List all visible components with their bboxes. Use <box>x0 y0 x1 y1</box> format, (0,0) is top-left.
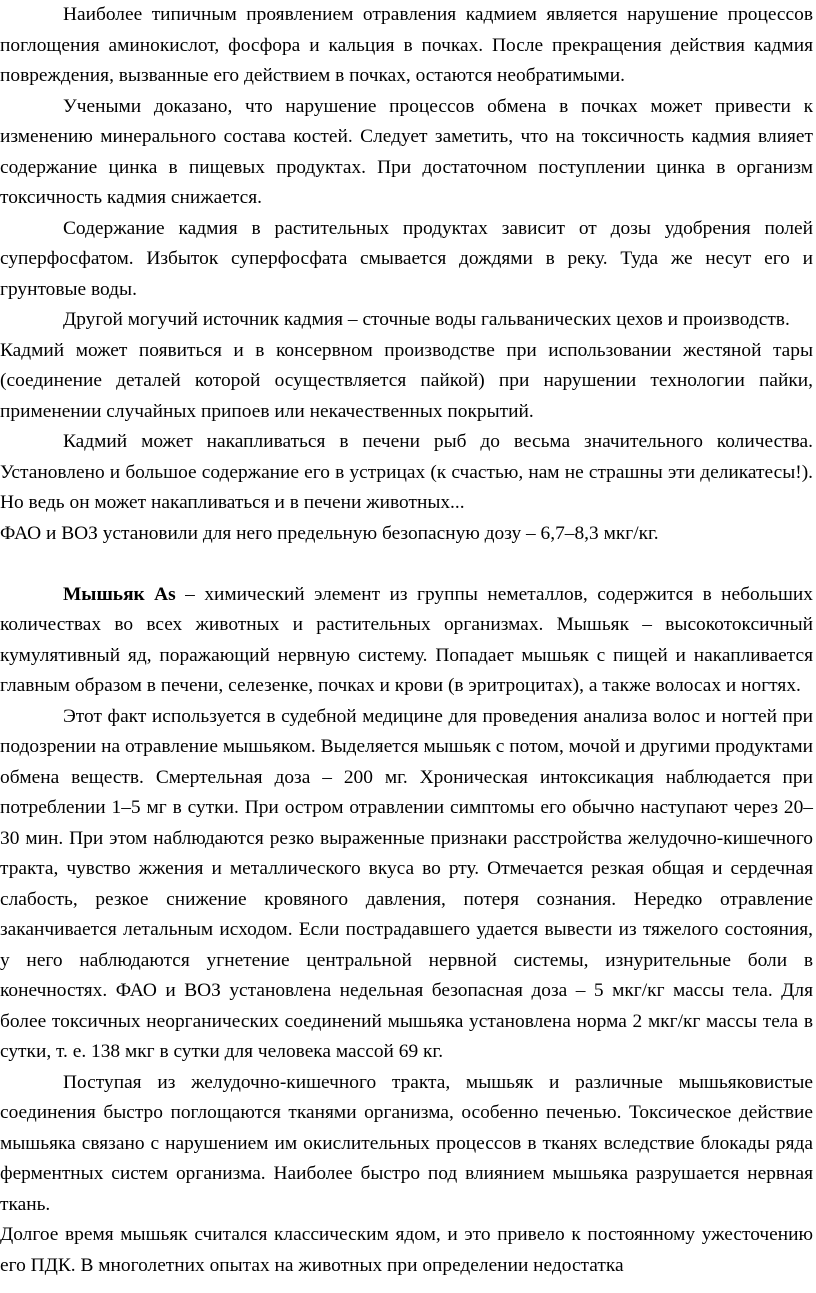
paragraph-cadmium-bones-zinc: Учеными доказано, что нарушение процессов обмена в почках может привести к изменению минерального состава костей. Следует заметить, что на токсичность кадмия влияет содержание цинка в пищевых продуктах. При достаточном поступлении цинка в организм токсичность кадмия снижается. <box>0 95 813 208</box>
paragraph-arsenic-intro <box>0 580 813 702</box>
paragraph-arsenic-absorption: Поступая из желудочно-кишечного тракта, мышьяк и различные мышьяковистые соединения быстро поглощаются тканями организма, особенно печенью. Токсическое действие мышьяка связано с нарушением им окислительных процессов в тканях вследствие блокады ряда ферментных систем организма. Наиболее быстро под влиянием мышьяка разрушается нервная ткань. <box>0 1071 813 1215</box>
arsenic-heading: Мышьяк As <box>63 583 176 605</box>
paragraph-cadmium-fertilizer: Содержание кадмия в растительных продуктах зависит от дозы удобрения полей суперфосфатом. Избыток суперфосфата смывается дождями в реку. Туда же несут его и грунтовые воды. <box>0 217 813 300</box>
paragraph-cadmium-wastewater: Другой могучий источник кадмия – сточные воды гальванических цехов и производств. <box>63 309 790 330</box>
paragraph-arsenic-forensics: Этот факт используется в судебной медицине для проведения анализа волос и ногтей при подозрении на отравление мышьяком. Выделяется мышьяк с потом, мочой и другими продуктами обмена веществ. Смертельная доза – 200 мг. Хроническая интоксикация наблюдается при потреблении 1–5 мг в сутки. При остром отравлении симптомы его обычно наступают через 20–30 мин. При этом наблюдаются резко выраженные признаки расстройства желудочно-кишечного тракта, чувство жжения и металлического вкуса во рту. Отмечается резкая общая и сердечная слабость, резкое снижение кровяного давления, потеря сознания. Нередко отравление заканчивается летальным исходом. Если пострадавшего удается вывести из тяжелого состояния, у него наблюдаются угнетение центральной нервной системы, изнурительные боли в конечностях. ФАО и ВОЗ установлена недельная безопасная доза – 5 мкг/кг массы тела. Для более токсичных неорганических соединений мышьяка установлена норма 2 мкг/кг массы тела в сутки, т. е. 138 мкг в сутки для человека массой 69 кг. <box>0 705 813 1062</box>
paragraph-cadmium-fish-liver: Кадмий может накапливаться в печени рыб до весьма значительного количества. Установлено и большое содержание его в устрицах (к счастью, нам не страшны эти деликатесы!). Но ведь он может накапливаться и в печени животных... <box>0 431 813 513</box>
paragraph-arsenic-pdk: Долгое время мышьяк считался классическим ядом, и это привело к постоянному ужесточению его ПДК. В многолетних опытах на животных при определении недостатка <box>0 1224 813 1276</box>
blank-line <box>0 549 813 580</box>
arsenic-intro-text: – химический элемент из группы неметаллов, содержится в небольших количествах во всех животных и растительных организмах. Мышьяк – высокотоксичный кумулятивный яд, поражающий нервную систему. Попадает мышьяк с пищей и накапливается главным образом в печени, селезенке, почках и крови (в эритроцитах), а также волосах и ногтях. <box>0 583 813 696</box>
paragraph-cadmium-canning: Кадмий может появиться и в консервном производстве при использовании жестяной тары (соединение деталей которой осуществляется пайкой) при нарушении технологии пайки, применении случайных припоев или некачественных покрытий. <box>0 339 813 422</box>
paragraph-cadmium-fao-who: ФАО и ВОЗ установили для него предельную безопасную дозу – 6,7–8,3 мкг/кг. <box>0 522 659 544</box>
paragraph-cadmium-kidneys: Наиболее типичным проявлением отравления кадмием является нарушение процессов поглощения аминокислот, фосфора и кальция в почках. После прекращения действия кадмия повреждения, вызванные его действием в почках, остаются необратимыми. <box>0 4 813 86</box>
